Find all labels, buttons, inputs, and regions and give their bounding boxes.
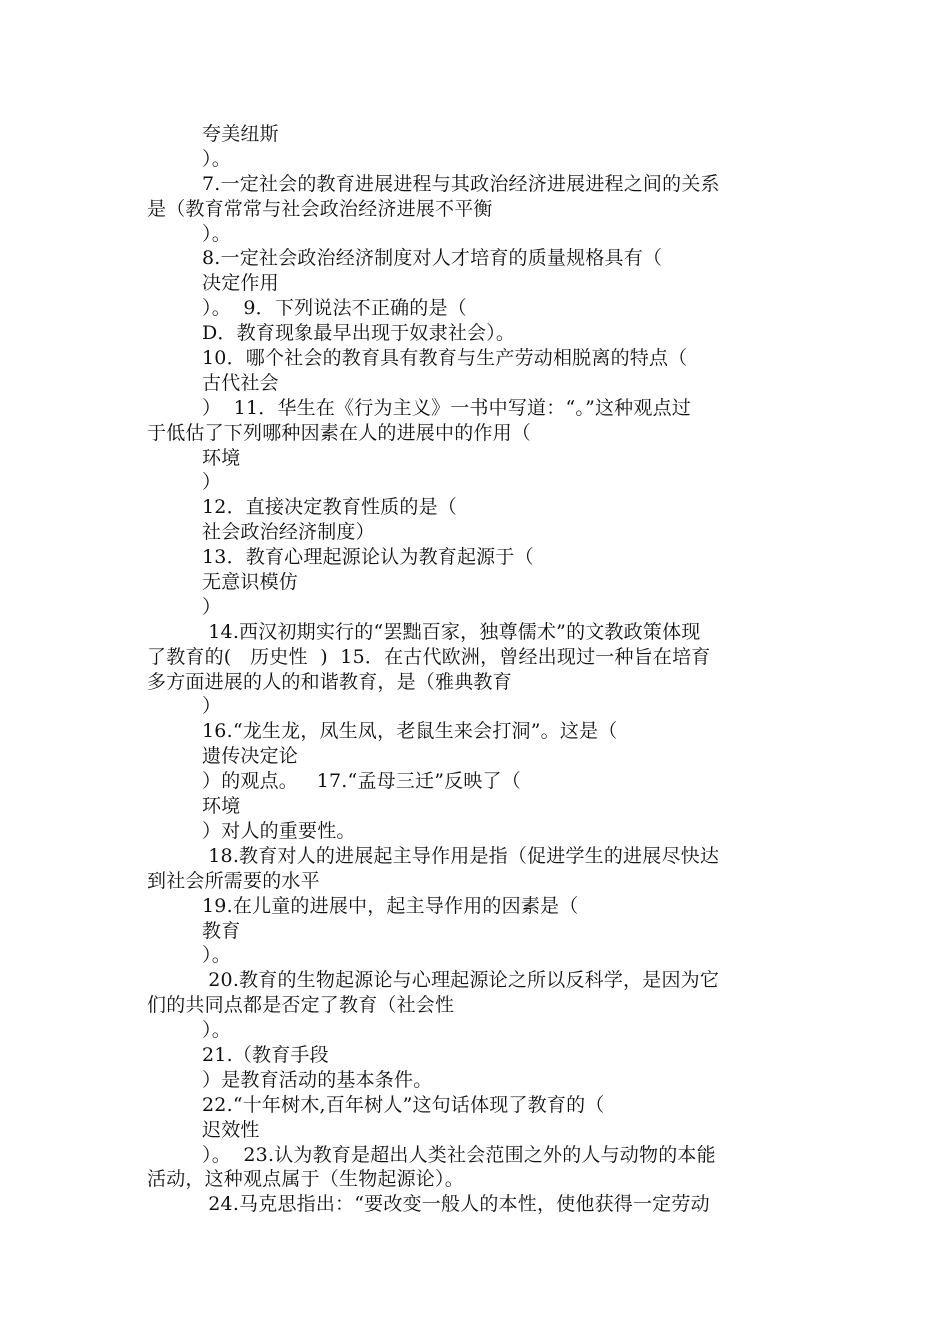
text-line: 们的共同点都是否定了教育（社会性 <box>147 994 455 1017</box>
text-line: ） <box>202 695 222 718</box>
text-line: ）的观点。 17.“孟母三迁”反映了（ <box>202 770 521 793</box>
text-line: 社会政治经济制度） <box>202 521 375 544</box>
text-line: 决定作用 <box>202 272 279 295</box>
text-line: 夸美纽斯 <box>202 123 279 145</box>
text-line: 10．哪个社会的教育具有教育与生产劳动相脱离的特点（ <box>202 347 688 370</box>
text-line: ）是教育活动的基本条件。 <box>202 1068 433 1091</box>
text-line: 是（教育常常与社会政治经济进展不平衡 <box>147 197 493 220</box>
text-line: 古代社会 <box>202 371 279 394</box>
text-line: 13．教育心理起源论认为教育起源于（ <box>202 546 534 569</box>
text-line: 7.一定社会的教育进展进程与其政治经济进展进程之间的关系 <box>202 172 720 195</box>
text-line: 22.“十年树木,百年树人”这句话体现了教育的（ <box>202 1093 605 1116</box>
text-line: 20.教育的生物起源论与心理起源论之所以反科学，是因为它 <box>202 969 720 992</box>
text-line: ） <box>202 471 222 494</box>
text-line: 21.（教育手段 <box>202 1043 329 1066</box>
document-body <box>147 122 812 1217</box>
text-line: 12．直接决定教育性质的是（ <box>202 496 457 519</box>
text-line: ）。 9．下列说法不正确的是（ <box>202 297 467 320</box>
text-line: 迟效性 <box>202 1118 260 1141</box>
text-line: 环境 <box>202 446 241 469</box>
text-line: 24.马克思指出：“要改变一般人的本性，使他获得一定劳动 <box>202 1193 710 1216</box>
text-line: D．教育现象最早出现于奴隶社会）。 <box>202 322 516 345</box>
text-line: 教育 <box>202 919 241 942</box>
text-line: ）对人的重要性。 <box>202 819 356 842</box>
text-line: 14.西汉初期实行的“罢黜百家，独尊儒术”的文教政策体现 <box>202 620 701 643</box>
text-line: 到社会所需要的水平 <box>147 869 320 892</box>
text-line: 8.一定社会政治经济制度对人才培育的质量规格具有（ <box>202 247 663 270</box>
text-line: 多方面进展的人的和谐教育，是（雅典教育 <box>147 670 512 693</box>
text-line: 活动，这种观点属于（生物起源论）。 <box>147 1168 464 1191</box>
text-line: 遗传决定论 <box>202 745 299 768</box>
text-line: 于低估了下列哪种因素在人的进展中的作用（ <box>147 421 532 444</box>
text-line: 环境 <box>202 795 241 818</box>
text-line: ）。 <box>202 147 231 170</box>
text-line: ） <box>202 595 222 618</box>
text-line: 18.教育对人的进展起主导作用是指（促进学生的进展尽快达 <box>202 844 720 867</box>
text-line: ）。 <box>202 222 231 245</box>
text-line: ）。 <box>202 1019 231 1042</box>
text-line: 了教育的( 历史性 ) 15．在古代欧洲，曾经出现过一种旨在培育 <box>147 645 711 668</box>
text-line: 无意识模仿 <box>202 571 299 594</box>
text-line: 16.“龙生龙，凤生凤，老鼠生来会打洞”。这是（ <box>202 720 618 743</box>
text-line: ） 11．华生在《行为主义》一书中写道：“。”这种观点过 <box>202 396 691 419</box>
text-line: ）。 <box>202 944 231 967</box>
text-line: 19.在儿童的进展中，起主导作用的因素是（ <box>202 894 579 917</box>
text-line: ）。 23.认为教育是超出人类社会范围之外的人与动物的本能 <box>202 1143 716 1166</box>
